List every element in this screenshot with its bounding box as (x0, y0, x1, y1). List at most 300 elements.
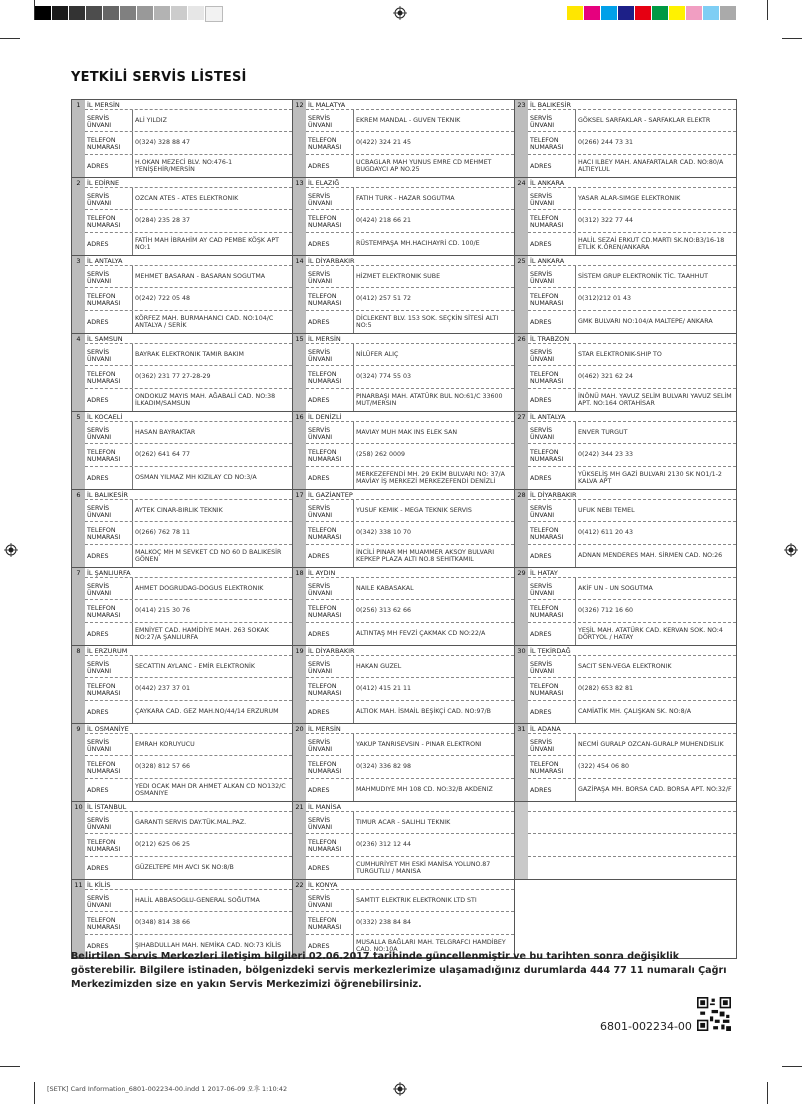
entry-body (85, 802, 292, 879)
service-entry (293, 178, 514, 256)
service-name: SİSTEM GRUP ELEKTRONİK TİC. TAAHHUT (578, 273, 708, 281)
entry-row (85, 857, 292, 879)
service-entry (293, 490, 514, 568)
entry-row (85, 756, 292, 778)
field-label: TELEFON NUMARASI (306, 288, 354, 309)
service-name: SACIT SEN-VEGA ELEKTRONIK (578, 663, 672, 671)
entry-row (306, 545, 514, 567)
field-label: TELEFON NUMARASI (85, 522, 133, 543)
field-label: ADRES (306, 779, 354, 801)
entry-row (528, 210, 736, 232)
field-label: TELEFON NUMARASI (528, 210, 576, 231)
field-label: TELEFON NUMARASI (306, 366, 354, 387)
service-name: BAYRAK ELEKTRONIK TAMIR BAKIM (135, 351, 244, 359)
city-label: İL İSTANBUL (85, 802, 292, 812)
city-label: İL DENİZLİ (306, 412, 514, 422)
entry-row (85, 288, 292, 310)
field-label: TELEFON NUMARASI (528, 132, 576, 153)
service-name: AKİF UN - UN SOGUTMA (578, 585, 653, 593)
entry-row (306, 779, 514, 801)
city-label: İL MANİSA (306, 802, 514, 812)
address: RÜSTEMPAŞA MH.HACIHAYRİ CD. 100/E (356, 240, 480, 248)
city-label: İL ERZURUM (85, 646, 292, 656)
field-label: SERVİS ÜNVANI (85, 656, 133, 677)
entry-number: 25 (515, 256, 528, 333)
entry-number: 18 (293, 568, 306, 645)
address: GAZİPAŞA MH. BORSA CAD. BORSA APT. NO:32/F (578, 786, 732, 794)
entry-row (306, 467, 514, 489)
service-name: HAKAN GUZEL (356, 663, 402, 671)
entry-row (85, 155, 292, 177)
entry-body (528, 412, 736, 489)
address: GMK BULVARI NO:104/A MALTEPE/ ANKARA (578, 318, 713, 326)
service-name: HASAN BAYRAKTAR (135, 429, 196, 437)
phone-number: 0(462) 321 62 24 (578, 373, 633, 381)
city-label: İL EDİRNE (85, 178, 292, 188)
entry-body (306, 334, 514, 411)
entry-row (306, 756, 514, 778)
service-name: YASAR ALAR-SIMGE ELEKTRONIK (578, 195, 681, 203)
entry-number: 2 (72, 178, 85, 255)
entry-row (85, 600, 292, 622)
entry-body (85, 490, 292, 567)
address: İNCİLİ PINAR MH MUAMMER AKSOY BULVARI KEPKEP PLAZA ALTI NO.8 SEHITKAMIL (356, 548, 495, 563)
entry-row (528, 834, 736, 856)
entry-row (528, 802, 736, 812)
entry-row (85, 779, 292, 801)
entry-row (85, 812, 292, 834)
field-label: SERVİS ÜNVANI (528, 500, 576, 521)
entry-body (528, 802, 736, 879)
address: YEŞİL MAH. ATATÜRK CAD. KERVAN SOK. NO:4 DÖRTYOL / HATAY (578, 626, 723, 641)
field-label: ADRES (528, 155, 576, 177)
address: YÜKSELİŞ MH GAZİ BULVARI 2130 SK NO1/1-2 KALVA APT (578, 470, 722, 485)
entry-number: 26 (515, 334, 528, 411)
entry-row (85, 467, 292, 489)
entry-row (528, 522, 736, 544)
entry-number: 9 (72, 724, 85, 801)
phone-number: 0(284) 235 28 37 (135, 217, 190, 225)
entry-row (306, 890, 514, 912)
entry-body (85, 568, 292, 645)
service-name: EKREM MANDAL - GUVEN TEKNIK (356, 117, 461, 125)
field-label: SERVİS ÜNVANI (528, 578, 576, 599)
color-swatch-bar (567, 6, 737, 20)
service-entry (72, 256, 292, 334)
entry-row (528, 366, 736, 388)
entry-number: 15 (293, 334, 306, 411)
field-label: TELEFON NUMARASI (528, 366, 576, 387)
entry-body (306, 412, 514, 489)
service-name: MAVIAY MUH MAK INS ELEK SAN (356, 429, 458, 437)
entry-row (85, 311, 292, 333)
service-entry (72, 100, 292, 178)
crop-mark (767, 0, 768, 20)
field-label: SERVİS ÜNVANI (85, 422, 133, 443)
field-label: ADRES (528, 779, 576, 801)
field-label: TELEFON NUMARASI (528, 756, 576, 777)
entry-number: 17 (293, 490, 306, 567)
service-name: NAILE KABASAKAL (356, 585, 414, 593)
page-title: YETKİLİ SERVİS LİSTESİ (71, 70, 247, 85)
entry-row (306, 155, 514, 177)
entry-row (528, 422, 736, 444)
entry-body (528, 724, 736, 801)
field-label: ADRES (85, 311, 133, 333)
entry-number: 30 (515, 646, 528, 723)
phone-number: 0(312) 322 77 44 (578, 217, 633, 225)
address: DİCLEKENT BLV. 153 SOK. SEÇKİN SİTESİ ALTI NO:5 (356, 314, 499, 329)
phone-number: 0(242) 722 05 48 (135, 295, 190, 303)
service-entry (72, 412, 292, 490)
field-label: TELEFON NUMARASI (85, 756, 133, 777)
field-label: ADRES (306, 311, 354, 333)
field-label: ADRES (306, 935, 354, 957)
city-label: İL TEKİRDAĞ (528, 646, 736, 656)
phone-number: 0(422) 324 21 45 (356, 139, 411, 147)
phone-number: (258) 262 0009 (356, 451, 405, 459)
entry-body (85, 646, 292, 723)
entry-body (306, 880, 514, 957)
crop-mark (34, 1082, 35, 1104)
field-label: SERVİS ÜNVANI (306, 110, 354, 131)
address: HALİL SEZAİ ERKUT CD.MARTI SK.NO:B3/16-18 ETLİK K.ÖREN/ANKARA (578, 236, 725, 251)
field-label: SERVİS ÜNVANI (306, 500, 354, 521)
entry-row (306, 578, 514, 600)
field-label: ADRES (306, 623, 354, 645)
city-label: İL DİYARBAKIR (306, 646, 514, 656)
service-entry (515, 256, 736, 334)
entry-body (85, 412, 292, 489)
field-label: SERVİS ÜNVANI (85, 266, 133, 287)
entry-row (306, 366, 514, 388)
address: ALTIOK MAH. İSMAİL BEŞİKÇİ CAD. NO:97/B (356, 708, 491, 716)
entry-row (85, 500, 292, 522)
entry-row (528, 344, 736, 366)
field-label: SERVİS ÜNVANI (306, 890, 354, 911)
entry-row (85, 734, 292, 756)
service-column (71, 99, 293, 959)
entry-body (528, 100, 736, 177)
entry-row (306, 311, 514, 333)
service-name: NİLÜFER ALIÇ (356, 351, 399, 359)
phone-number: 0(442) 237 37 01 (135, 685, 190, 693)
service-entry (72, 334, 292, 412)
service-name: AYTEK CINAR-BIRLIK TEKNIK (135, 507, 223, 515)
crop-mark (782, 1066, 802, 1067)
grayscale-swatch-bar (35, 6, 223, 20)
entry-body (306, 568, 514, 645)
registration-mark-icon (393, 6, 407, 20)
crop-mark (0, 38, 20, 39)
field-label: SERVİS ÜNVANI (306, 344, 354, 365)
empty-entry (515, 802, 736, 880)
phone-number: 0(414) 215 30 76 (135, 607, 190, 615)
entry-row (85, 656, 292, 678)
address: CUMHURİYET MH ESKİ MANİSA YOLUNO.87 TURGUTLU / MANISA (356, 860, 491, 875)
field-label: ADRES (306, 545, 354, 567)
entry-row (85, 210, 292, 232)
city-label: İL ANKARA (528, 256, 736, 266)
entry-row (528, 734, 736, 756)
entry-row (306, 834, 514, 856)
field-label: ADRES (528, 233, 576, 255)
field-label: SERVİS ÜNVANI (85, 578, 133, 599)
entry-row (528, 311, 736, 333)
field-label: SERVİS ÜNVANI (306, 578, 354, 599)
field-label: ADRES (85, 155, 133, 177)
field-label: ADRES (306, 857, 354, 879)
city-label: İL ANTALYA (528, 412, 736, 422)
address: ALTINTAŞ MH FEVZİ ÇAKMAK CD NO:22/A (356, 630, 486, 638)
entry-row (528, 812, 736, 834)
field-label: ADRES (85, 701, 133, 723)
entry-row (528, 623, 736, 645)
entry-body (306, 490, 514, 567)
service-entry (515, 568, 736, 646)
entry-number (515, 802, 528, 879)
address: MALKOÇ MH M SEVKET CD NO 60 D BALIKESİR GÖNEN (135, 548, 282, 563)
city-label: İL MERSİN (306, 724, 514, 734)
entry-number: 6 (72, 490, 85, 567)
entry-row (306, 210, 514, 232)
field-label: ADRES (85, 545, 133, 567)
field-label: SERVİS ÜNVANI (528, 344, 576, 365)
city-label: İL DİYARBAKIR (528, 490, 736, 500)
field-label: ADRES (306, 467, 354, 489)
entry-row (85, 912, 292, 934)
phone-number: 0(326) 712 16 60 (578, 607, 633, 615)
field-label: TELEFON NUMARASI (306, 522, 354, 543)
field-label: ADRES (85, 935, 133, 957)
entry-row (85, 678, 292, 700)
field-label: TELEFON NUMARASI (306, 912, 354, 933)
field-label: SERVİS ÜNVANI (306, 812, 354, 833)
entry-number: 24 (515, 178, 528, 255)
print-slug: [SETK] Card Information_6801-002234-00.indd 1 2017-06-09 오후 1:10:42 (47, 1085, 288, 1093)
entry-row (85, 545, 292, 567)
entry-body (528, 490, 736, 567)
field-label: SERVİS ÜNVANI (85, 188, 133, 209)
entry-number: 14 (293, 256, 306, 333)
entry-number: 5 (72, 412, 85, 489)
field-label: TELEFON NUMARASI (528, 288, 576, 309)
phone-number: 0(256) 313 62 66 (356, 607, 411, 615)
qr-code-icon (697, 997, 731, 1031)
entry-row (306, 656, 514, 678)
entry-row (528, 132, 736, 154)
city-label: İL BALIKESİR (528, 100, 736, 110)
service-entry (72, 880, 292, 958)
field-label: ADRES (85, 779, 133, 801)
entry-row (306, 500, 514, 522)
city-label: İL KONYA (306, 880, 514, 890)
entry-row (528, 233, 736, 255)
entry-row (528, 701, 736, 723)
address: MUSALLA BAĞLARI MAH. TELGRAFCI HAMDİBEY CAD. NO:10A (356, 938, 506, 953)
service-entry (293, 334, 514, 412)
entry-row (85, 834, 292, 856)
service-entry (293, 724, 514, 802)
field-label: ADRES (528, 467, 576, 489)
phone-number: 0(212) 625 06 25 (135, 841, 190, 849)
entry-row (85, 422, 292, 444)
service-name: STAR ELEKTRONIK-SHIP TO (578, 351, 662, 359)
phone-number: 0(262) 641 64 77 (135, 451, 190, 459)
entry-row (528, 779, 736, 801)
service-name: SAMTIT ELEKTRIK ELEKTRONIK LTD STI (356, 897, 477, 905)
city-label: İL KOCAELİ (85, 412, 292, 422)
phone-number: 0(412) 415 21 11 (356, 685, 411, 693)
city-label: İL GAZİANTEP (306, 490, 514, 500)
city-label: İL ELAZIĞ (306, 178, 514, 188)
city-label: İL ADANA (528, 724, 736, 734)
entry-number: 13 (293, 178, 306, 255)
city-label: İL KİLİS (85, 880, 292, 890)
entry-number: 21 (293, 802, 306, 879)
entry-body (528, 334, 736, 411)
entry-row (528, 545, 736, 567)
field-label: SERVİS ÜNVANI (85, 812, 133, 833)
city-label: İL MERSİN (306, 334, 514, 344)
field-label: TELEFON NUMARASI (306, 444, 354, 465)
field-label: SERVİS ÜNVANI (85, 734, 133, 755)
phone-number: 0(424) 218 66 21 (356, 217, 411, 225)
address: EMNİYET CAD. HAMİDİYE MAH. 263 SOKAK NO:27/A ŞANLIURFA (135, 626, 269, 641)
phone-number: 0(342) 338 10 70 (356, 529, 411, 537)
service-name: ALİ YILDIZ (135, 117, 167, 125)
address: UCBAGLAR MAH YUNUS EMRE CD MEHMET BUGDAYCI AP NO.25 (356, 158, 492, 173)
service-name: OZCAN ATES - ATES ELEKTRONIK (135, 195, 239, 203)
field-label: TELEFON NUMARASI (306, 834, 354, 855)
field-label: ADRES (528, 623, 576, 645)
service-entry (515, 334, 736, 412)
phone-number: 0(362) 231 77 27-28-29 (135, 373, 211, 381)
address: GÜZELTEPE MH AVCI SK NO:8/B (135, 864, 234, 872)
entry-row (85, 233, 292, 255)
entry-number: 28 (515, 490, 528, 567)
service-entry (293, 880, 514, 958)
field-label: ADRES (85, 857, 133, 879)
address: HACI ILBEY MAH. ANAFARTALAR CAD. NO:80/A ALTIEYLUL (578, 158, 724, 173)
document-code: 6801-002234-00 (600, 1020, 692, 1033)
entry-body (528, 646, 736, 723)
phone-number: 0(412) 611 20 43 (578, 529, 633, 537)
entry-row (528, 188, 736, 210)
entry-number: 10 (72, 802, 85, 879)
crop-mark (782, 38, 802, 39)
city-label: İL TRABZON (528, 334, 736, 344)
entry-row (306, 288, 514, 310)
entry-row (306, 701, 514, 723)
service-entry (72, 490, 292, 568)
service-entry (293, 646, 514, 724)
entry-row (306, 444, 514, 466)
phone-number: (322) 454 06 80 (578, 763, 629, 771)
entry-row (306, 110, 514, 132)
entry-row (528, 266, 736, 288)
entry-row (528, 678, 736, 700)
address: OSMAN YILMAZ MH KIZILAY CD NO:3/A (135, 474, 257, 482)
address: H.OKAN MEZECİ BLV. NO:476-1 YENİŞEHİR/MERSİN (135, 158, 233, 173)
service-entry (515, 490, 736, 568)
entry-row (306, 857, 514, 879)
address: CAMİATİK MH. ÇALIŞKAN SK. NO:8/A (578, 708, 692, 716)
entry-body (306, 802, 514, 879)
entry-row (85, 366, 292, 388)
field-label: TELEFON NUMARASI (85, 132, 133, 153)
address: PINARBAŞI MAH. ATATÜRK BUL NO:61/C 33600 MUT/MERSIN (356, 392, 503, 407)
field-label: ADRES (85, 467, 133, 489)
field-label: TELEFON NUMARASI (528, 444, 576, 465)
entry-number: 23 (515, 100, 528, 177)
entry-row (85, 890, 292, 912)
service-entry (515, 178, 736, 256)
entry-body (306, 646, 514, 723)
field-label: ADRES (306, 233, 354, 255)
entry-body (85, 724, 292, 801)
service-entry (515, 100, 736, 178)
city-label: İL MALATYA (306, 100, 514, 110)
entry-body (85, 256, 292, 333)
service-name: AHMET DOGRUDAG-DOGUS ELEKTRONIK (135, 585, 264, 593)
service-name: GARANTI SERVIS DAY.TÜK.MAL.PAZ. (135, 819, 247, 827)
field-label: SERVİS ÜNVANI (306, 734, 354, 755)
entry-row (528, 857, 736, 879)
service-entry (72, 802, 292, 880)
field-label: ADRES (306, 155, 354, 177)
phone-number: 0(266) 762 78 11 (135, 529, 190, 537)
entry-number: 12 (293, 100, 306, 177)
entry-number: 8 (72, 646, 85, 723)
address: YEDI OCAK MAH DR AHMET ALKAN CD NO132/C OSMANIYE (135, 782, 286, 797)
entry-row (85, 623, 292, 645)
service-entry (293, 256, 514, 334)
entry-row (306, 734, 514, 756)
entry-row (85, 132, 292, 154)
entry-number: 7 (72, 568, 85, 645)
service-entry (72, 646, 292, 724)
address: MAHMUDIYE MH 108 CD. NO:32/B AKDENIZ (356, 786, 493, 794)
field-label: TELEFON NUMARASI (85, 366, 133, 387)
entry-body (306, 256, 514, 333)
service-entry (515, 646, 736, 724)
city-label: İL ŞANLIURFA (85, 568, 292, 578)
address: KÖRFEZ MAH. BURMAHANCI CAD. NO:104/C ANTALYA / SERİK (135, 314, 274, 329)
entry-row (528, 756, 736, 778)
field-label: ADRES (306, 389, 354, 411)
field-label: TELEFON NUMARASI (85, 834, 133, 855)
address: ONDOKUZ MAYIS MAH. AĞABALİ CAD. NO:38 İLKADIM/SAMSUN (135, 392, 276, 407)
entry-body (528, 568, 736, 645)
entry-row (528, 389, 736, 411)
service-entry (72, 178, 292, 256)
field-label: TELEFON NUMARASI (306, 756, 354, 777)
field-label: SERVİS ÜNVANI (528, 734, 576, 755)
entry-row (528, 578, 736, 600)
service-name: YAKUP TANRISEVSIN - PINAR ELEKTRONI (356, 741, 482, 749)
city-label: İL MERSİN (85, 100, 292, 110)
entry-row (85, 266, 292, 288)
service-entry (293, 802, 514, 880)
service-name: HİZMET ELEKTRONIK SUBE (356, 273, 441, 281)
service-column (293, 99, 515, 959)
city-label: İL ANKARA (528, 178, 736, 188)
entry-number: 29 (515, 568, 528, 645)
field-label: TELEFON NUMARASI (85, 912, 133, 933)
field-label: ADRES (528, 545, 576, 567)
service-name: NECMİ GURALP OZCAN-GURALP MUHENDISLIK (578, 741, 724, 749)
